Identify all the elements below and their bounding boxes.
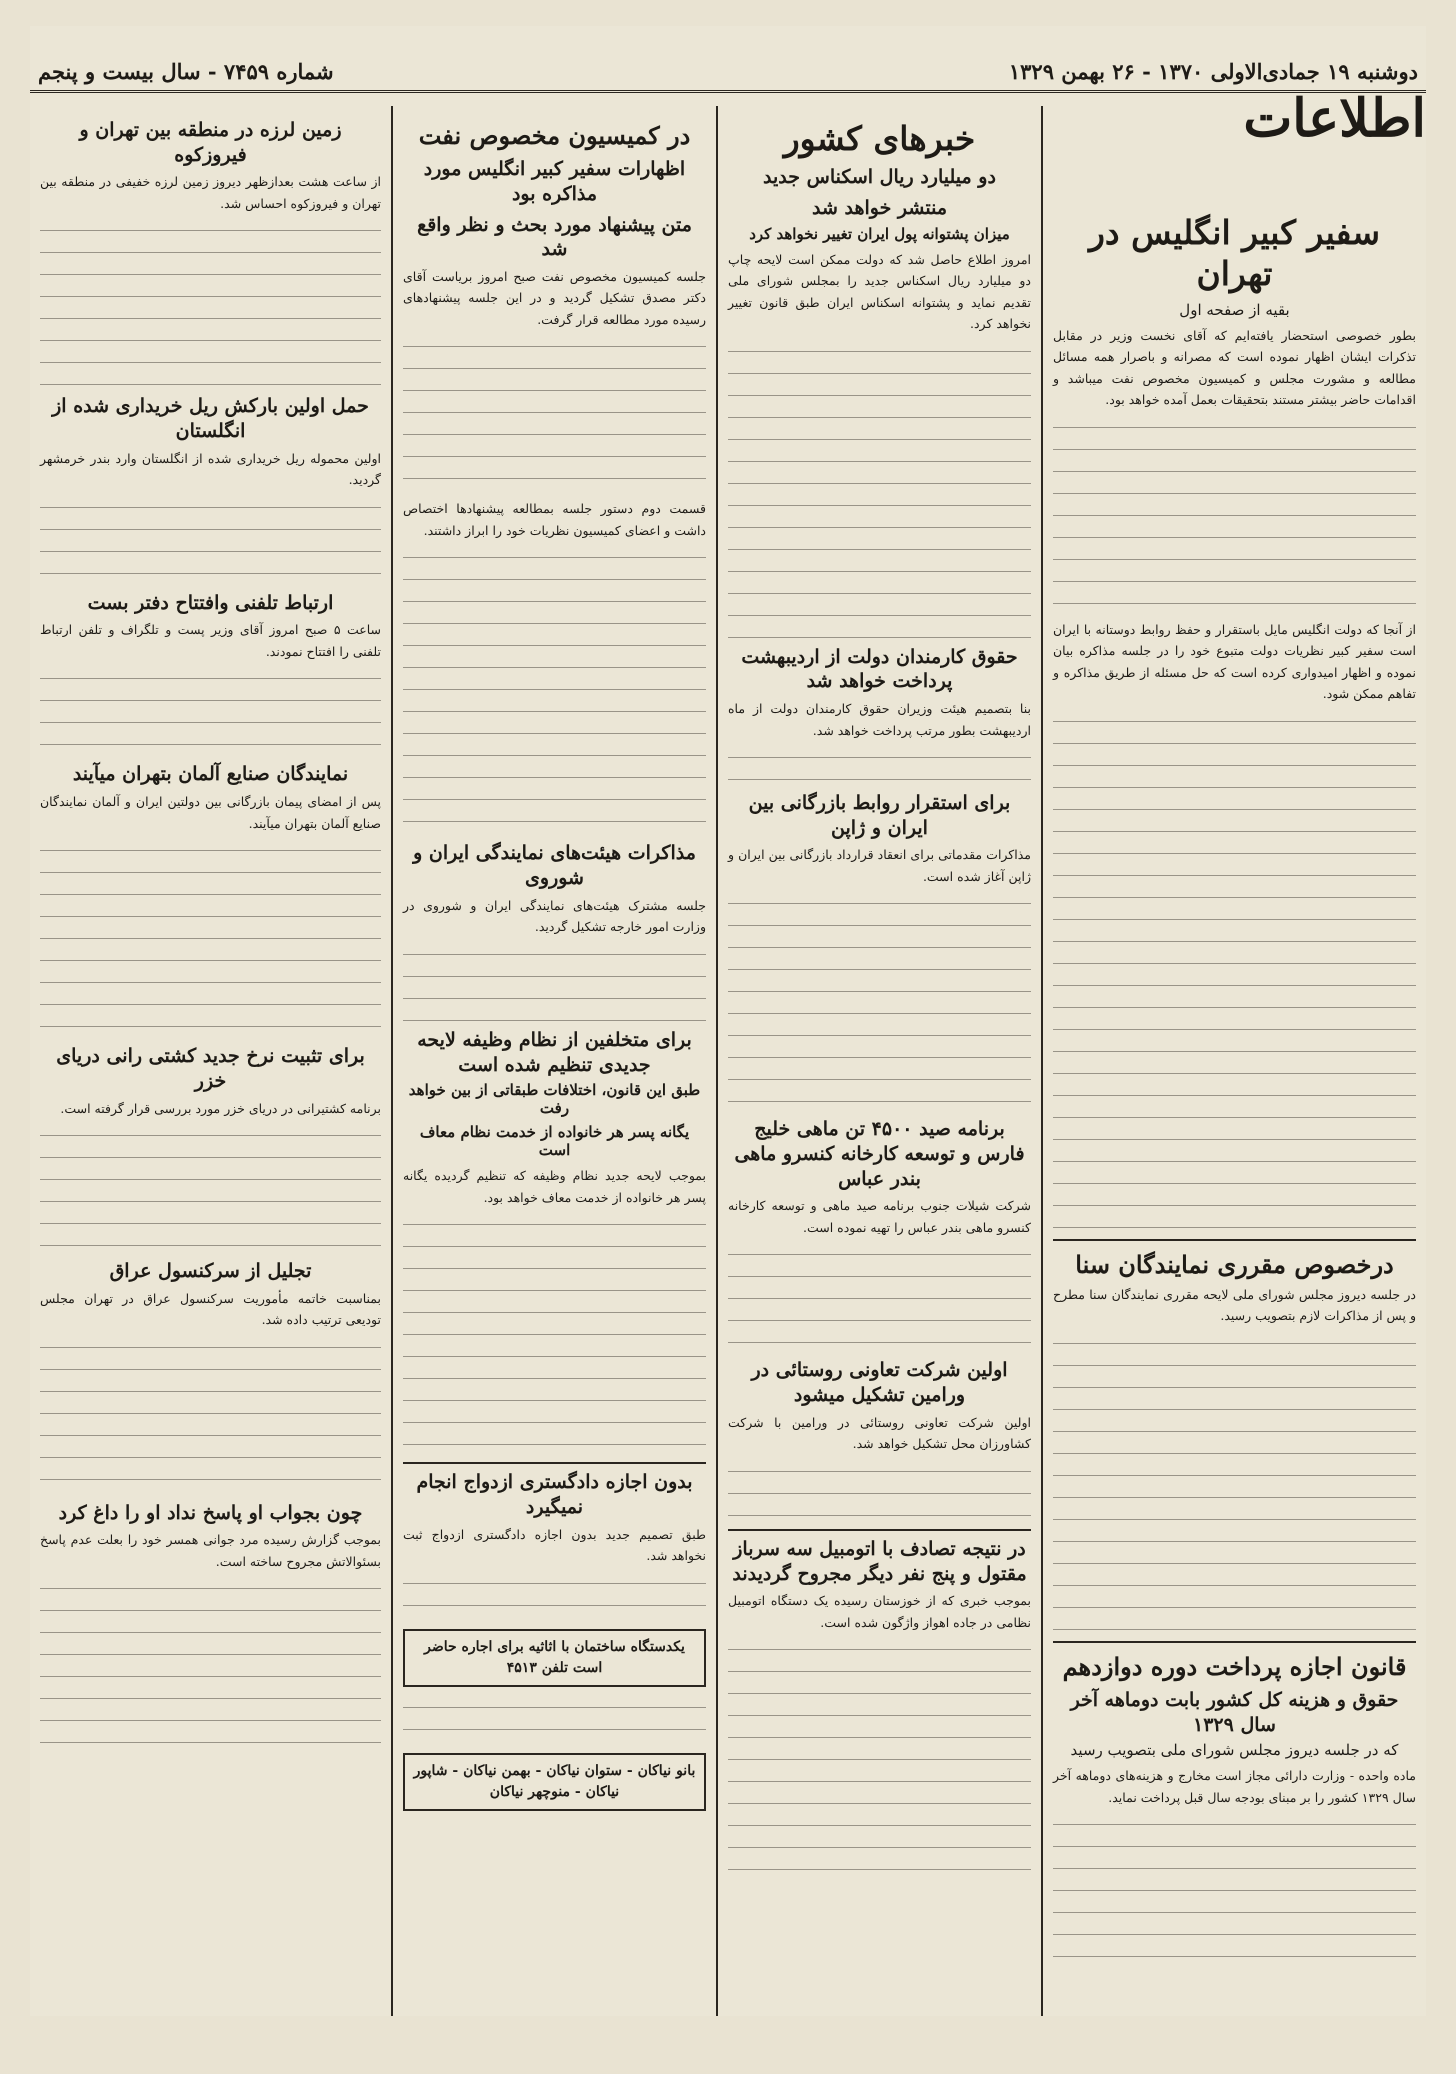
lead-line: یگانه پسر هر خانواده از خدمت نظام معاف است [419,1123,690,1160]
divider [1053,1641,1416,1643]
text-lines [403,942,706,1022]
headline-salaries: حقوق کارمندان دولت از اردیبهشت پرداخت خواهد شد [741,645,1018,693]
column-1 [1041,106,1426,2016]
article-text: از ساعت هشت بعدازظهر دیروز زمین لرزه خفیفی در منطقه بین تهران و فیروزکوه احساس شد. [40,174,381,211]
article-text: اولین شرکت تعاونی روستائی در ورامین با شرکت کشاورزان محل تشکیل خواهد شد. [728,1414,1031,1452]
article-text: جلسه کمیسیون مخصوص نفت صبح امروز بریاست آقای دکتر مصدق تشکیل گردید و در این جلسه پیشنهادهای رسیده مورد مطالعه قرار گرفت. [403,268,706,327]
headline-earthquake: زمین لرزه در منطقه بین تهران و فیروزکوه [79,119,342,166]
text-lines [728,339,1031,639]
article-text: بنا بتصمیم هیئت وزیران حقوق کارمندان دولت از ماه اردیبهشت بطور مرتب پرداخت خواهد شد. [728,701,1031,738]
subheadline: دو میلیارد ریال اسکناس جدید [763,166,996,189]
classified-ad [403,1629,706,1687]
article-text: اولین محموله ریل خریداری شده از انگلستان وارد بندر خرمشهر گردید. [40,450,381,488]
article-text: قسمت دوم دستور جلسه بمطالعه پیشنهادها اختصاص داشت و اعضای کمیسیون نظریات خود را ابراز داشتند. [403,501,706,538]
article-text: طبق تصمیم جدید بدون اجازه دادگستری ازدواج ثبت نخواهد شد. [403,1526,706,1564]
article-text: شرکت شیلات جنوب برنامه صید ماهی و توسعه کارخانه کنسرو ماهی بندر عباس را تهیه نموده است. [728,1198,1031,1235]
headline-law: قانون اجازه پرداخت دوره دوازدهم [1062,1651,1407,1681]
text-lines [728,745,1031,785]
text-lines [403,334,706,494]
text-lines [1053,415,1416,615]
issue-number: شماره ۷۴۵۹ - سال بیست و پنجم [38,59,334,84]
article-text: از آنجا که دولت انگلیس مایل باستقرار و حفظ روابط دوستانه با ایران است سفیر کبیر نظریات دولت متبوع خود را در جلسه مذاکره بیان نموده و اظهار امیدواری کرده است که حل مسئله از طریق مذاکره و تفاهم ممکن شود. [1053,621,1416,701]
newspaper-page [30,26,1426,2016]
text-lines [40,1576,381,1756]
column-4 [30,106,391,2016]
text-lines [728,1637,1031,1877]
article-text: مذاکرات مقدماتی برای انعقاد قرارداد بازرگانی بین ایران و ژاپن آغاز شده است. [728,847,1031,884]
subheadline: منتشر خواهد شد [811,196,948,219]
article-text: بمناسبت خاتمه مأموریت سرکنسول عراق در تهران مجلس تودیعی ترتیب داده شد. [40,1290,381,1328]
headline-shipping: برای تثبیت نرخ جدید کشتی رانی دریای خزر [56,1045,365,1092]
lead-line: طبق این قانون، اختلافات طبقاتی از بین خواهد رفت [408,1081,701,1118]
lead-line: متن پیشنهاد مورد بحث و نظر واقع شد [417,213,692,261]
text-lines [1053,709,1416,1229]
ad-text: یکدستگاه ساختمان با اثاثیه برای اجاره حاضر است تلفن ۴۵۱۳ [424,1638,685,1676]
text-lines [403,545,706,835]
text-lines [403,1695,706,1745]
headline-soviet-talks: مذاکرات هیئت‌های نمایندگی ایران و شوروی [413,842,696,890]
columns [30,106,1426,2016]
headline-rail: حمل اولین بارکش ریل خریداری شده از انگلستان [52,395,369,443]
article-text: بطور خصوصی استحضار یافته‌ایم که آقای نخست وزیر در مقابل تذکرات ایشان اظهار نموده است که مصرانه و باصرار همه مسائل مطالعه و مشورت مجلس و کمیسیون مخصوص نفت میباشد و اقدامات حاضر بیشتر مستند بتحقیقات بعمل آمده خواهد بود. [1053,327,1416,407]
text-lines [40,838,381,1038]
text-lines [728,1242,1031,1352]
headline-accident: در نتیجه تصادف با اتومبیل سه سرباز مقتول و پنج نفر دیگر مجروح گردیدند [732,1537,1027,1585]
headline-ambassador: سفیر کبیر انگلیس در تهران [1089,213,1380,294]
headline-domestic-news: خبرهای کشور [783,119,976,158]
headline-oil-commission: در کمیسیون مخصوص نفت [418,121,691,150]
divider [403,1462,706,1464]
column-2 [716,106,1041,2016]
article-text: ماده واحده - وزارت دارائی مجاز است مخارج و هزینه‌های دوماهه آخر سال ۱۳۲۹ کشور را بر مبنای بودجه سال قبل پرداخت نماید. [1053,1768,1416,1805]
text-lines [40,495,381,585]
article-text: ساعت ۵ صبح امروز آقای وزیر پست و تلگراف و تلفن ارتباط تلفنی را افتتاح نمودند. [40,622,381,659]
text-lines [40,218,381,388]
headline-germany: نمایندگان صنایع آلمان بتهران میآیند [72,763,349,786]
text-lines [40,666,381,756]
continued-note: بقیه از صفحه اول [1179,300,1290,319]
law-subheading-2: که در جلسه دیروز مجلس شورای ملی بتصویب رسید [1070,1741,1399,1760]
notice-box [403,1753,706,1811]
text-lines [40,1335,381,1495]
headline-telephone: ارتباط تلفنی وافتتاح دفتر بست [87,591,334,614]
divider [728,1529,1031,1531]
article-text: برنامه کشتیرانی در دریای خزر مورد بررسی قرار گرفته است. [60,1100,381,1116]
text-lines [1053,1331,1416,1631]
article-text: در جلسه دیروز مجلس شورای ملی لایحه مقرری نمایندگان سنا مطرح و پس از مذاکرات لازم بتصویب رسید. [1053,1286,1416,1324]
headline-conscription: برای متخلفین از نظام وظیفه لایحه جدیدی تنظیم شده است [417,1028,692,1076]
notice-text: بانو نیاکان - ستوان نیاکان - بهمن نیاکان - شاپور نیاکان - منوچهر نیاکان [413,1762,696,1800]
headline-iraq-consul: تجلیل از سرکنسول عراق [109,1260,312,1282]
article-text: امروز اطلاع حاصل شد که دولت ممکن است لایحه چاپ دو میلیارد ریال اسکناس جدید را بمجلس شورای ملی تقدیم نماید و پشتوانه اسکناس ایران طبق قانون تغییر نخواهد کرد. [728,251,1031,332]
text-lines [1053,1812,1416,1972]
text-lines [403,1212,706,1452]
headline-branding: چون بجواب او پاسخ نداد او را داغ کرد [58,1501,363,1524]
newspaper-logo: اطلاعات [1243,88,1426,149]
header-bar [30,26,1426,93]
text-lines [728,1459,1031,1519]
headline-marriage: بدون اجازه دادگستری ازدواج انجام نمیگیرد [416,1471,693,1518]
column-3 [391,106,716,2016]
headline-fishery: برنامه صید ۴۵۰۰ تن ماهی خلیج فارس و توسعه کارخانه کنسرو ماهی بندر عباس [734,1118,1025,1190]
text-lines [728,891,1031,1111]
headline-japan-trade: برای استقرار روابط بازرگانی بین ایران و ژاپن [748,792,1011,839]
headline-cooperative: اولین شرکت تعاونی روستائی در ورامین تشکیل میشود [751,1359,1008,1407]
article-text: بموجب لایحه جدید نظام وظیفه که تنظیم گردیده یگانه پسر هر خانواده از خدمت معاف خواهد بود. [403,1168,706,1205]
law-subheading: حقوق و هزینه کل کشور بابت دوماهه آخر سال ۱۳۲۹ [1070,1688,1399,1736]
article-text: بموجب گزارش رسیده مرد جوانی همسر خود را بعلت عدم پاسخ بسئوالاتش مجروح ساخته است. [40,1532,381,1569]
lead-line: اظهارات سفیر کبیر انگلیس مورد مذاکره بود [423,158,686,205]
dateline: دوشنبه ۱۹ جمادی‌الاولی ۱۳۷۰ - ۲۶ بهمن ۱۳۲۹ [1008,59,1418,84]
article-text: پس از امضای پیمان بازرگانی بین دولتین ایران و آلمان نمایندگان صنایع آلمان بتهران میآیند. [40,794,381,831]
divider [1053,1239,1416,1241]
lead-line: میزان پشتوانه پول ایران تغییر نخواهد کرد [749,224,1010,243]
article-text: جلسه مشترک هیئت‌های نمایندگی ایران و شوروی در وزارت امور خارجه تشکیل گردید. [403,897,706,935]
text-lines [40,1123,381,1253]
headline-senate: درخصوص مقرری نمایندگان سنا [1075,1249,1394,1279]
article-text: بموجب خبری که از خوزستان رسیده یک دستگاه اتومبیل نظامی در جاده اهواز واژگون شده است. [728,1593,1031,1630]
text-lines [403,1571,706,1621]
